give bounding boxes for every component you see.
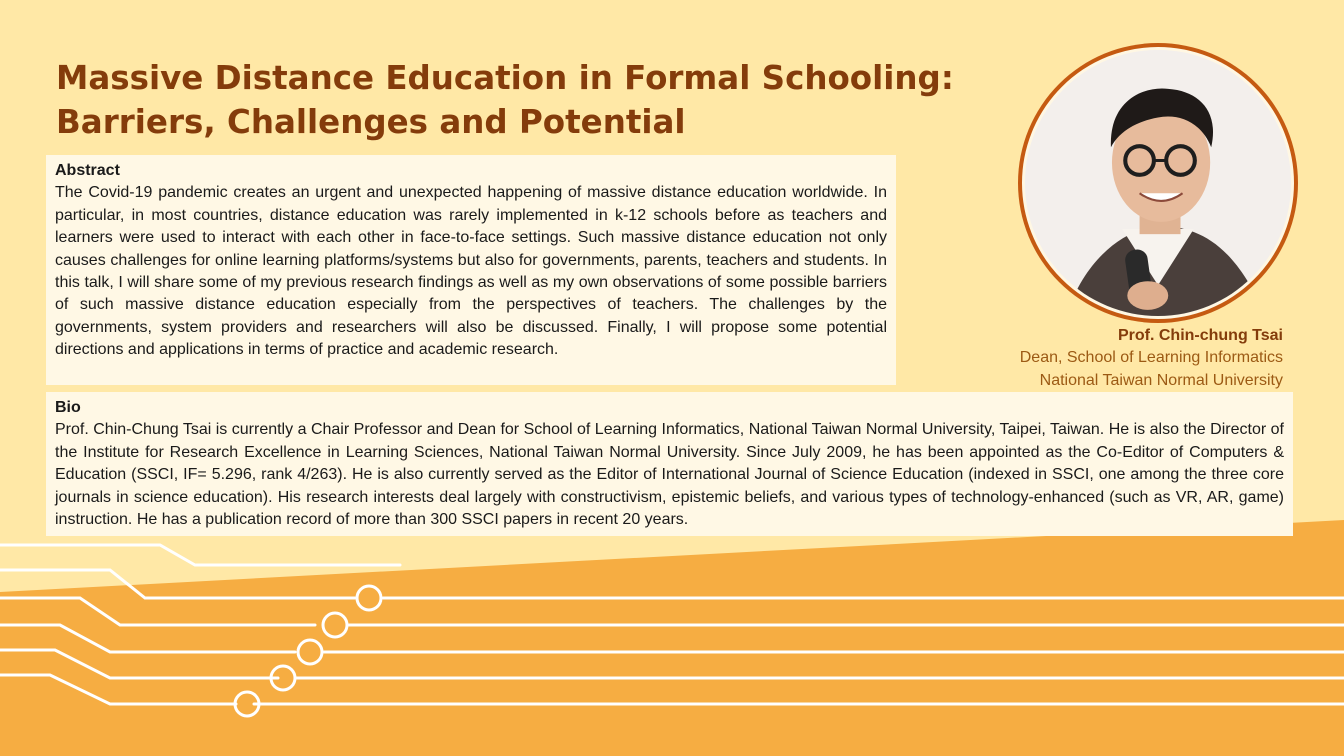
speaker-portrait-illustration <box>1025 50 1291 316</box>
speaker-info <box>1020 325 1283 392</box>
orange-band <box>0 520 1344 756</box>
speaker-affiliation: National Taiwan Normal University <box>1039 371 1283 389</box>
speaker-photo-frame <box>1018 43 1298 323</box>
bio-text: Prof. Chin-Chung Tsai is currently a Chair Professor and Dean for School of Learning Informatics, National Taiwan Normal University, Taipei, Taiwan. He is also the Director of the Institute for Research Excellence in Learning Sciences, National Taiwan Normal University. Since July 2009, he has been appointed as the Co-Editor of Computers & Education (SSCI, IF= 5.296, rank 4/263). He is also currently served as the Editor of International Journal of Science Education (indexed in SSCI, one among the three core journals in science education). His research interests deal largely with constructivism, epistemic beliefs, and various types of technology-enhanced (such as VR, AR, game) instruction. He has a publication record of more than 300 SSCI papers in recent 20 years. <box>55 421 1284 529</box>
title-line-1: Massive Distance Education in Formal Schooling: <box>56 59 954 97</box>
title-line-2: Barriers, Challenges and Potential <box>56 103 686 141</box>
speaker-name: Prof. Chin-chung Tsai <box>1117 327 1283 344</box>
abstract-section <box>46 155 896 385</box>
abstract-heading: Abstract <box>55 162 120 179</box>
speaker-position: Dean, School of Learning Informatics <box>1019 349 1283 367</box>
abstract-text: The Covid-19 pandemic creates an urgent and unexpected happening of massive distance education worldwide. In particular, in most countries, distance education was rarely implemented in k-12 schools before as teachers and learners were used to interact with each other in face-to-face settings. Such massive distance education not only causes challenges for online learning platforms/systems but also for governments, parents, teachers and students. In this talk, I will share some of my previous research findings as well as my own observations of some possible barriers of such massive distance education especially from the perspectives of teachers. The challenges by the governments, system providers and researchers will also be discussed. Finally, I will propose some potential directions and applications in terms of practice and academic research. <box>55 184 887 359</box>
page-title <box>56 56 956 144</box>
speaker-photo <box>1022 47 1294 319</box>
bio-heading: Bio <box>55 399 81 416</box>
bio-section <box>46 392 1293 536</box>
